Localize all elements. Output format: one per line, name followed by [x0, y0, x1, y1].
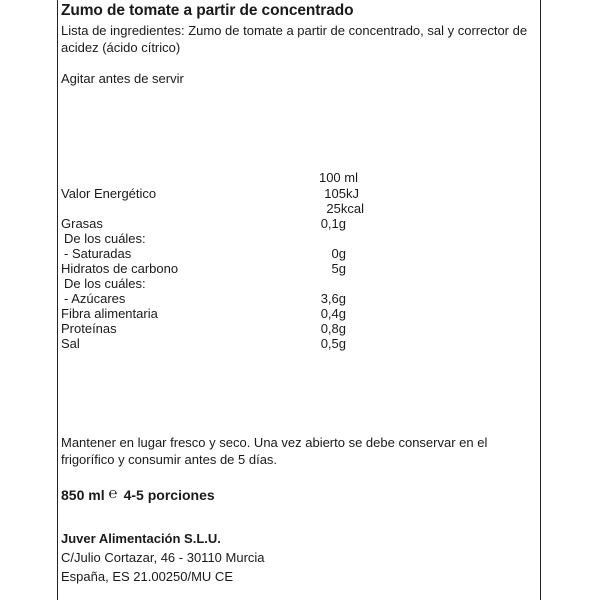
nutrient-value: 0,5g [320, 336, 346, 351]
country-registration: España, ES 21.00250/MU CE [61, 569, 233, 584]
energy-kj-value: 105kJ [324, 186, 359, 201]
nutrient-value: 0,1g [320, 216, 346, 231]
nutrient-label: - Azúcares [64, 291, 126, 306]
shake-note: Agitar antes de servir [61, 71, 184, 86]
nutrient-label: Hidratos de carbono [61, 261, 179, 276]
product-label [57, 0, 541, 600]
nutrient-label: - Saturadas [64, 246, 132, 261]
nutrient-label: Fibra alimentaria [61, 306, 158, 321]
nutrient-label: Sal [61, 336, 80, 351]
nutrition-header: 100 ml [318, 170, 358, 185]
company-address: C/Julio Cortazar, 46 - 30110 Murcia [61, 550, 265, 565]
product-title: Zumo de tomate a partir de concentrado [61, 2, 354, 19]
nutrient-value: 0,8g [320, 321, 346, 336]
yield-line [61, 486, 215, 503]
energy-label: Valor Energético [61, 186, 157, 201]
volume: 850 ml [61, 486, 105, 503]
portions: 4-5 porciones [123, 486, 215, 503]
nutrient-label: De los cuáles: [64, 276, 146, 291]
nutrient-value: 3,6g [320, 291, 346, 306]
ingredients-list: Lista de ingredientes: Zumo de tomate a partir de concentrado, sal y corrector de acidez (ácido cítrico) [61, 23, 528, 55]
estimated-sign-icon: ℮ [108, 485, 118, 502]
nutrient-value: 5g [331, 261, 346, 276]
energy-kcal-value: 25kcal [326, 201, 364, 216]
nutrient-label: De los cuáles: [64, 231, 146, 246]
storage-instructions: Mantener en lugar fresco y seco. Una vez abierto se debe conservar en el frigorífico y consumir antes de 5 días. [61, 435, 488, 467]
company-name: Juver Alimentación S.L.U. [61, 531, 221, 546]
nutrient-label: Proteínas [61, 321, 117, 336]
nutrient-value: 0,4g [320, 306, 346, 321]
nutrient-label: Grasas [61, 216, 103, 231]
nutrient-value: 0g [331, 246, 346, 261]
